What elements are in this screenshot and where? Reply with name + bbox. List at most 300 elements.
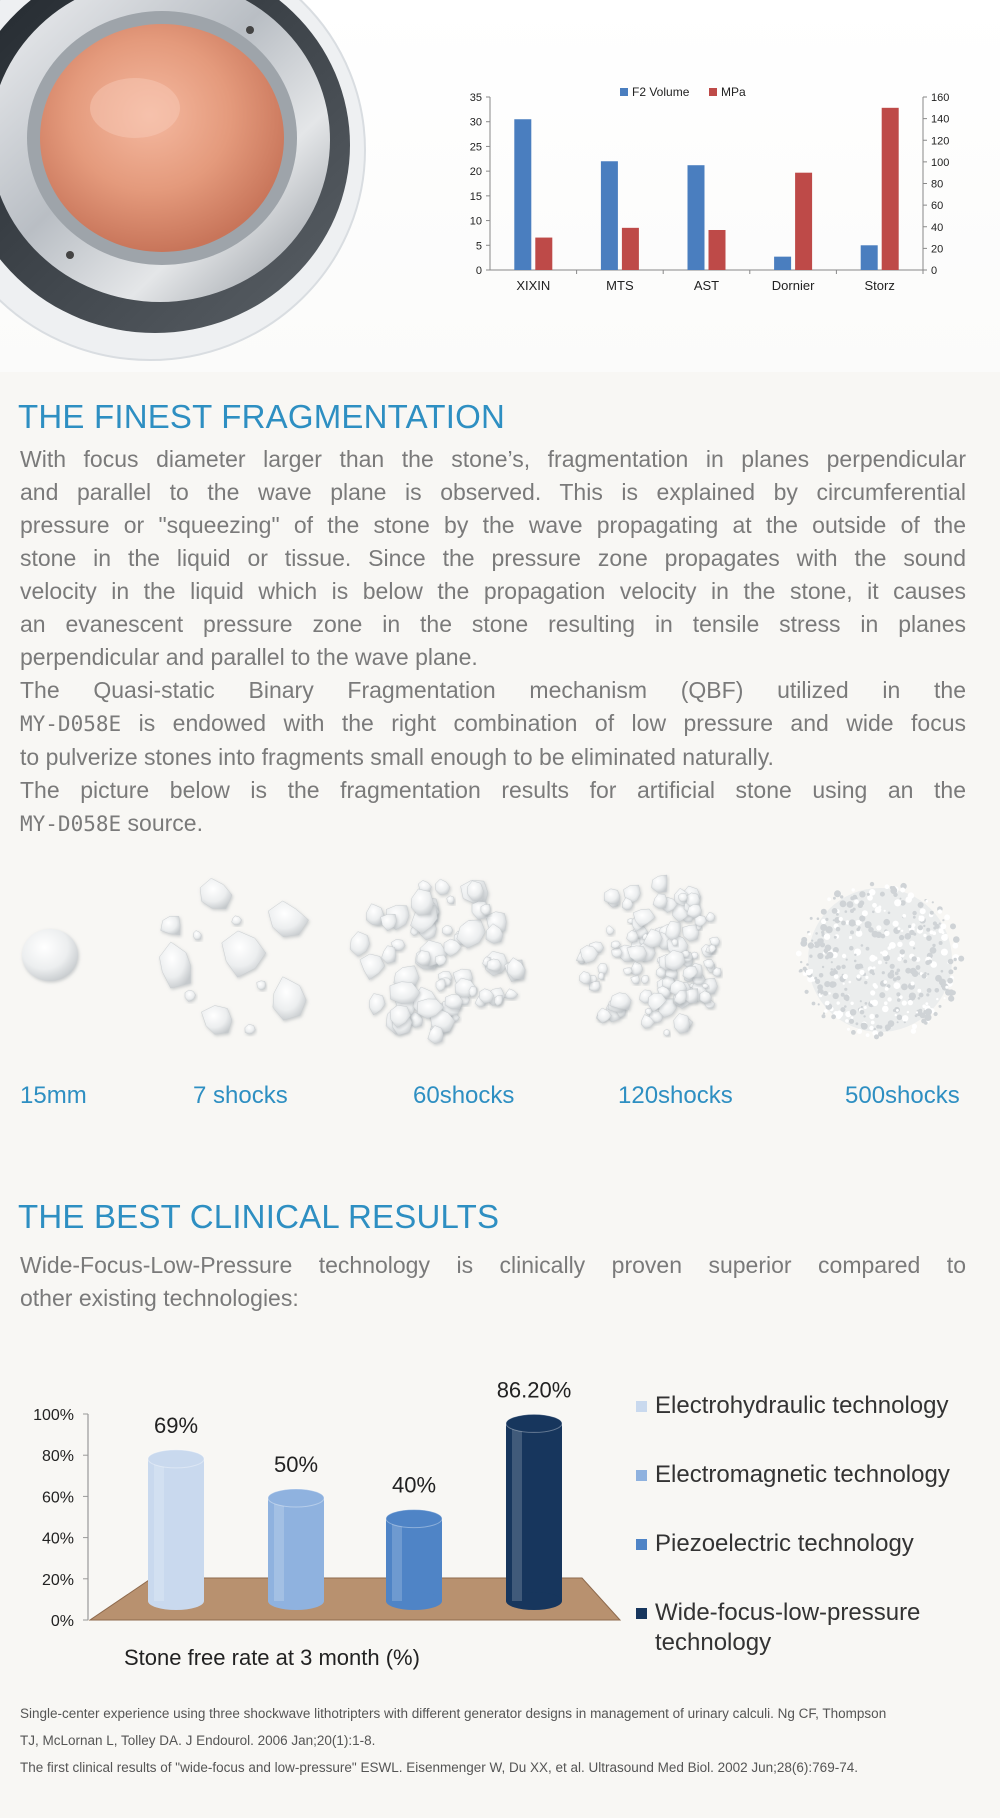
- powder-grain: [822, 966, 824, 968]
- reference-line: The first clinical results of "wide-focus and low-pressure" ESWL. Eisenmenger W, Du XX, et al. Ultrasound Med Biol. 2002 Jun;28(6):769-74.: [20, 1760, 858, 1775]
- powder-grain: [838, 1014, 842, 1018]
- bar-mpa: [709, 230, 726, 270]
- powder-grain: [883, 919, 890, 926]
- powder-grain: [864, 981, 867, 984]
- powder-grain: [839, 917, 843, 921]
- stone-fragment: [273, 977, 306, 1021]
- powder-grain: [850, 1009, 857, 1016]
- powder-grain: [872, 931, 879, 938]
- stone-fragment: [193, 931, 201, 941]
- powder-grain: [924, 972, 927, 975]
- powder-grain: [859, 900, 864, 905]
- powder-grain: [845, 910, 848, 913]
- powder-grain: [851, 1016, 854, 1019]
- data-label: 69%: [153, 1412, 199, 1438]
- paragraph-line: [20, 707, 966, 741]
- powder-grain: [872, 911, 875, 914]
- powder-grain: [840, 900, 847, 907]
- stone-fragment: [222, 931, 266, 977]
- chart-legend: [620, 85, 746, 99]
- powder-grain: [850, 930, 854, 934]
- powder-grain: [918, 902, 924, 908]
- powder-grain: [897, 969, 901, 973]
- powder-grain: [860, 1010, 865, 1015]
- powder-grain: [842, 954, 846, 958]
- powder-grain: [932, 944, 935, 947]
- powder-grain: [885, 987, 889, 991]
- powder-grain: [849, 981, 852, 984]
- stone-fragment: [702, 984, 709, 989]
- powder-grain: [878, 906, 881, 909]
- powder-grain: [906, 896, 912, 902]
- powder-grain: [948, 959, 954, 965]
- paragraph-line: The picture below is the fragmentation results for artificial stone using an the: [20, 777, 966, 803]
- powder-grain: [879, 992, 885, 998]
- powder-grain: [938, 909, 942, 913]
- powder-grain: [818, 1003, 820, 1005]
- powder-grain: [796, 951, 802, 957]
- powder-grain: [900, 949, 905, 954]
- powder-grain: [869, 889, 876, 896]
- powder-grain: [860, 1000, 862, 1002]
- powder-grain: [939, 941, 943, 945]
- legend-swatch: [636, 1539, 647, 1550]
- powder-grain: [874, 1034, 879, 1039]
- powder-grain: [909, 930, 914, 935]
- powder-grain: [899, 935, 904, 940]
- powder-grain: [810, 917, 813, 920]
- powder-grain: [871, 1021, 875, 1025]
- powder-grain: [841, 921, 846, 926]
- hero-banner: [0, 0, 1000, 372]
- powder-grain: [920, 908, 926, 914]
- powder-grain: [942, 919, 944, 921]
- powder-grain: [930, 947, 937, 954]
- stone-fragment: [709, 945, 716, 953]
- stone-fragment: [185, 990, 196, 1001]
- bar-f2-volume: [861, 245, 878, 270]
- powder-grain: [871, 992, 875, 996]
- powder-grain: [808, 942, 814, 948]
- bar-f2-volume: [601, 161, 618, 270]
- powder-grain: [861, 944, 864, 947]
- x-tick-label: Dornier: [771, 278, 815, 293]
- powder-grain: [923, 934, 926, 937]
- powder-grain: [818, 938, 824, 944]
- powder-grain: [831, 1014, 836, 1019]
- clinical-paragraph: [20, 1249, 966, 1315]
- paragraph-line: The Quasi-static Binary Fragmentation mechanism (QBF) utilized in the: [20, 677, 966, 703]
- powder-grain: [918, 997, 921, 1000]
- stone-fragment: [436, 980, 445, 992]
- powder-grain: [913, 947, 915, 949]
- powder-grain: [849, 946, 854, 951]
- powder-grain: [843, 974, 848, 979]
- powder-grain: [861, 1023, 866, 1028]
- powder-grain: [833, 897, 836, 900]
- powder-grain: [821, 931, 824, 934]
- y-tick-label-right: 0: [931, 265, 938, 277]
- stone-fragment: [442, 925, 453, 935]
- powder-grain: [817, 953, 823, 959]
- y-tick-label-right: 120: [931, 135, 950, 148]
- powder-grain: [948, 989, 955, 996]
- stone-fragment: [350, 932, 370, 957]
- powder-grain: [856, 930, 863, 937]
- powder-grain: [823, 991, 828, 996]
- powder-grain: [806, 963, 809, 966]
- powder-grain: [847, 1028, 850, 1031]
- powder-grain: [805, 990, 809, 994]
- powder-grain: [849, 919, 856, 926]
- powder-grain: [854, 954, 856, 956]
- powder-grain: [913, 916, 916, 919]
- powder-grain: [912, 911, 916, 915]
- powder-grain: [882, 950, 888, 956]
- stone-fragment: [604, 889, 620, 905]
- powder-grain: [893, 893, 897, 897]
- y-tick-label: 100%: [33, 1407, 74, 1424]
- powder-grain: [893, 921, 899, 927]
- powder-grain: [887, 997, 891, 1001]
- y-tick-label-left: 15: [469, 190, 482, 203]
- powder-grain: [874, 985, 878, 989]
- fragmentation-comparison-chart: [448, 82, 968, 312]
- powder-grain: [930, 911, 934, 915]
- y-tick-label-left: 0: [475, 265, 482, 277]
- powder-grain: [884, 1001, 888, 1005]
- legend-swatch: [636, 1470, 647, 1481]
- powder-grain: [851, 1030, 856, 1035]
- powder-grain: [896, 1009, 899, 1012]
- legend-label: Electromagnetic technology: [655, 1461, 950, 1488]
- paragraph-line: stone in the liquid or tissue. Since the pressure zone propagates with the sound: [20, 545, 966, 571]
- stone-fragment: [245, 1024, 256, 1034]
- paragraph-line: [20, 807, 966, 841]
- stone-fragment: [369, 994, 385, 1016]
- powder-grain: [941, 949, 948, 956]
- stone-fragment: [580, 971, 591, 984]
- powder-grain: [874, 957, 877, 960]
- bar-1: [148, 1450, 204, 1610]
- bar-mpa: [882, 108, 899, 270]
- powder-grain: [857, 1029, 862, 1034]
- x-tick-label: MTS: [606, 278, 634, 293]
- legend-swatch: [709, 88, 717, 96]
- powder-grain: [875, 1014, 879, 1018]
- powder-grain: [800, 961, 802, 963]
- powder-grain: [903, 960, 907, 964]
- powder-grain: [912, 923, 916, 927]
- paragraph-line: Wide-Focus-Low-Pressure technology is clinically proven superior compared to: [20, 1252, 966, 1278]
- powder-grain: [950, 923, 956, 929]
- powder-grain: [941, 970, 944, 973]
- powder-grain: [939, 923, 941, 925]
- powder-grain: [944, 914, 950, 920]
- powder-grain: [845, 997, 849, 1001]
- powder-grain: [912, 970, 919, 977]
- powder-grain: [907, 1011, 909, 1013]
- powder-grain: [897, 942, 902, 947]
- powder-grain: [948, 996, 954, 1002]
- y-tick-label-right: 40: [931, 221, 944, 234]
- powder-grain: [878, 960, 882, 964]
- powder-grain: [878, 1031, 883, 1036]
- powder-grain: [911, 1028, 916, 1033]
- powder-grain: [901, 984, 908, 991]
- powder-grain: [923, 925, 925, 927]
- powder-grain: [820, 924, 827, 931]
- paragraph-line: With focus diameter larger than the stone’s, fragmentation in planes perpendicular: [20, 446, 966, 472]
- stone-fragment: [232, 916, 242, 925]
- paragraph-line: other existing technologies:: [20, 1285, 299, 1311]
- powder-grain: [895, 1014, 897, 1016]
- stone-fragment: [201, 1006, 232, 1035]
- powder-grain: [902, 1000, 907, 1005]
- bar-highlight: [154, 1459, 164, 1601]
- powder-grain: [846, 959, 848, 961]
- powder-grain: [843, 983, 845, 985]
- powder-grain: [819, 993, 821, 995]
- powder-grain: [799, 970, 802, 973]
- y-tick-label-right: 140: [931, 113, 950, 126]
- powder-grain: [925, 1002, 928, 1005]
- powder-grain: [882, 1006, 889, 1013]
- powder-grain: [916, 1011, 918, 1013]
- powder-grain: [801, 937, 807, 943]
- powder-grain: [894, 899, 901, 906]
- powder-grain: [831, 981, 837, 987]
- stone-fragment: [704, 959, 715, 968]
- powder-grain: [861, 966, 863, 968]
- y-tick-label-right: 160: [931, 92, 950, 104]
- powder-grain: [849, 936, 852, 939]
- model-name: MY-D058E: [20, 812, 122, 836]
- powder-grain: [945, 986, 948, 989]
- stone-fragment: [612, 948, 623, 957]
- stone-fragment: [664, 1029, 670, 1036]
- fragmentation-paragraph: [20, 443, 966, 841]
- powder-grain: [821, 909, 827, 915]
- stone-fragment: [504, 989, 518, 999]
- powder-grain: [817, 917, 820, 920]
- bar-top: [148, 1450, 204, 1468]
- powder-grain: [840, 895, 843, 898]
- powder-grain: [872, 1000, 878, 1006]
- powder-grain: [935, 988, 940, 993]
- y-tick-label-right: 60: [931, 200, 944, 213]
- powder-grain: [900, 888, 905, 893]
- powder-grain: [932, 901, 934, 903]
- powder-grain: [876, 1025, 880, 1029]
- bar-2: [268, 1489, 324, 1610]
- stone-fragment: [159, 942, 190, 988]
- powder-grain: [865, 976, 868, 979]
- bar-highlight: [392, 1519, 402, 1601]
- powder-grain: [927, 988, 932, 993]
- stone-fragment: [428, 1026, 443, 1044]
- model-name: MY-D058E: [20, 712, 122, 736]
- data-label: 40%: [391, 1472, 437, 1498]
- bar-mpa: [535, 238, 552, 270]
- powder-grain: [884, 910, 886, 912]
- powder-grain: [941, 923, 947, 929]
- powder-grain: [859, 891, 865, 897]
- powder-grain: [811, 940, 813, 942]
- bar-f2-volume: [514, 119, 531, 270]
- powder-grain: [919, 916, 925, 922]
- y-tick-label: 60%: [41, 1489, 74, 1507]
- powder-grain: [832, 970, 838, 976]
- stone-fragment: [257, 981, 266, 990]
- paragraph-line: and parallel to the wave plane is observed. This is explained by circumferential: [20, 479, 966, 505]
- stone-fragment: [606, 926, 614, 936]
- powder-grain: [947, 978, 953, 984]
- powder-grain: [912, 956, 917, 961]
- data-label: 86.20%: [496, 1377, 572, 1403]
- powder-grain: [863, 1015, 865, 1017]
- stone-fragment: [268, 901, 308, 937]
- powder-grain: [889, 942, 896, 949]
- powder-grain: [856, 1022, 859, 1025]
- powder-grain: [912, 1024, 917, 1029]
- powder-grain: [825, 918, 828, 921]
- legend-label: Piezoelectric technology: [655, 1530, 914, 1557]
- powder-grain: [917, 989, 921, 993]
- powder-grain: [882, 971, 885, 974]
- bar-3: [386, 1510, 442, 1610]
- x-tick-label: Storz: [864, 278, 895, 293]
- stone-caption-500-shocks: 500shocks: [845, 1082, 960, 1109]
- y-tick-label-left: 5: [475, 240, 482, 253]
- powder-grain: [944, 934, 948, 938]
- powder-grain: [840, 1007, 845, 1012]
- powder-grain: [814, 977, 817, 980]
- stone-60-shocks: [350, 879, 525, 1044]
- powder-grain: [888, 912, 891, 915]
- stone-fragment: [705, 912, 715, 922]
- powder-grain: [861, 1006, 863, 1008]
- bar-top: [386, 1510, 442, 1528]
- fragmentation-stone-images: [0, 860, 1000, 1080]
- x-tick-label: XIXIN: [516, 278, 551, 293]
- powder-grain: [864, 921, 871, 928]
- stone-fragment: [598, 973, 604, 981]
- paragraph-text: is endowed with the right combination of low pressure and wide focus: [121, 710, 966, 736]
- bar-top: [506, 1414, 562, 1432]
- powder-grain: [897, 957, 902, 962]
- powder-grain: [876, 925, 881, 930]
- powder-grain: [958, 956, 964, 962]
- powder-grain: [942, 931, 945, 934]
- powder-grain: [925, 1008, 932, 1015]
- stone-caption-7-shocks: 7 shocks: [193, 1082, 288, 1109]
- powder-grain: [854, 960, 857, 963]
- paragraph-line: perpendicular and parallel to the wave plane.: [20, 644, 478, 670]
- legend-swatch: [620, 88, 628, 96]
- powder-grain: [827, 897, 831, 901]
- bar-f2-volume: [688, 165, 705, 270]
- powder-grain: [867, 893, 870, 896]
- bar-4: [506, 1414, 562, 1610]
- powder-grain: [872, 903, 877, 908]
- powder-grain: [869, 1026, 873, 1030]
- stone-fragment: [627, 931, 638, 943]
- stone-500-shocks: [796, 882, 964, 1040]
- powder-grain: [935, 975, 942, 982]
- powder-grain: [824, 1009, 828, 1013]
- powder-grain: [896, 976, 901, 981]
- bar-highlight: [274, 1498, 284, 1601]
- y-tick-label-left: 35: [469, 92, 482, 104]
- legend-label: Wide-focus-low-pressure: [655, 1599, 921, 1626]
- legend-label: MPa: [721, 85, 746, 99]
- powder-grain: [902, 1015, 908, 1021]
- powder-grain: [808, 933, 811, 936]
- section-title-fragmentation: THE FINEST FRAGMENTATION: [18, 398, 505, 435]
- powder-grain: [885, 962, 887, 964]
- y-tick-label-right: 80: [931, 178, 944, 191]
- powder-grain: [944, 997, 946, 999]
- powder-grain: [853, 895, 858, 900]
- y-tick-label: 0%: [50, 1613, 74, 1630]
- powder-grain: [847, 901, 854, 908]
- bar-mpa: [795, 173, 812, 270]
- powder-grain: [836, 965, 841, 970]
- bar-top: [268, 1489, 324, 1507]
- stone-fragment: [445, 995, 463, 1009]
- y-tick-label: 80%: [41, 1448, 74, 1466]
- powder-grain: [850, 1002, 853, 1005]
- stone-fragment: [435, 879, 450, 895]
- powder-grain: [866, 1033, 870, 1037]
- stone-caption-60-shocks: 60shocks: [413, 1082, 515, 1109]
- powder-grain: [891, 886, 896, 891]
- powder-grain: [834, 890, 841, 897]
- powder-grain: [854, 899, 859, 904]
- legend-label: Electrohydraulic technology: [655, 1392, 949, 1419]
- powder-grain: [849, 1019, 854, 1024]
- stone-fragment: [695, 916, 707, 927]
- powder-grain: [901, 930, 903, 932]
- section-title-clinical: THE BEST CLINICAL RESULTS: [18, 1198, 500, 1235]
- legend-item: [636, 1392, 949, 1420]
- powder-grain: [833, 993, 839, 999]
- powder-grain: [953, 936, 960, 943]
- legend-swatch: [636, 1401, 647, 1412]
- legend-swatch: [636, 1608, 647, 1619]
- stone-fragment: [161, 916, 180, 935]
- powder-grain: [845, 1019, 849, 1023]
- stone-fragment: [200, 878, 232, 909]
- bar-mpa: [622, 228, 639, 270]
- lithotripter-lens-image: [0, 0, 390, 372]
- paragraph-line: pressure or "squeezing" of the stone by the wave propagating at the outside of the: [20, 512, 966, 538]
- stone-fragment: [652, 875, 667, 893]
- powder-grain: [932, 931, 936, 935]
- powder-grain: [919, 993, 924, 998]
- powder-grain: [809, 955, 812, 958]
- bar-highlight: [512, 1423, 522, 1601]
- powder-grain: [890, 964, 895, 969]
- y-tick-label-right: 100: [931, 156, 950, 169]
- powder-grain: [916, 965, 921, 970]
- powder-grain: [869, 969, 874, 974]
- powder-grain: [844, 988, 847, 991]
- legend-label-continued: technology: [655, 1629, 772, 1656]
- stone-7-shocks: [159, 878, 308, 1034]
- data-label: 50%: [273, 1452, 319, 1477]
